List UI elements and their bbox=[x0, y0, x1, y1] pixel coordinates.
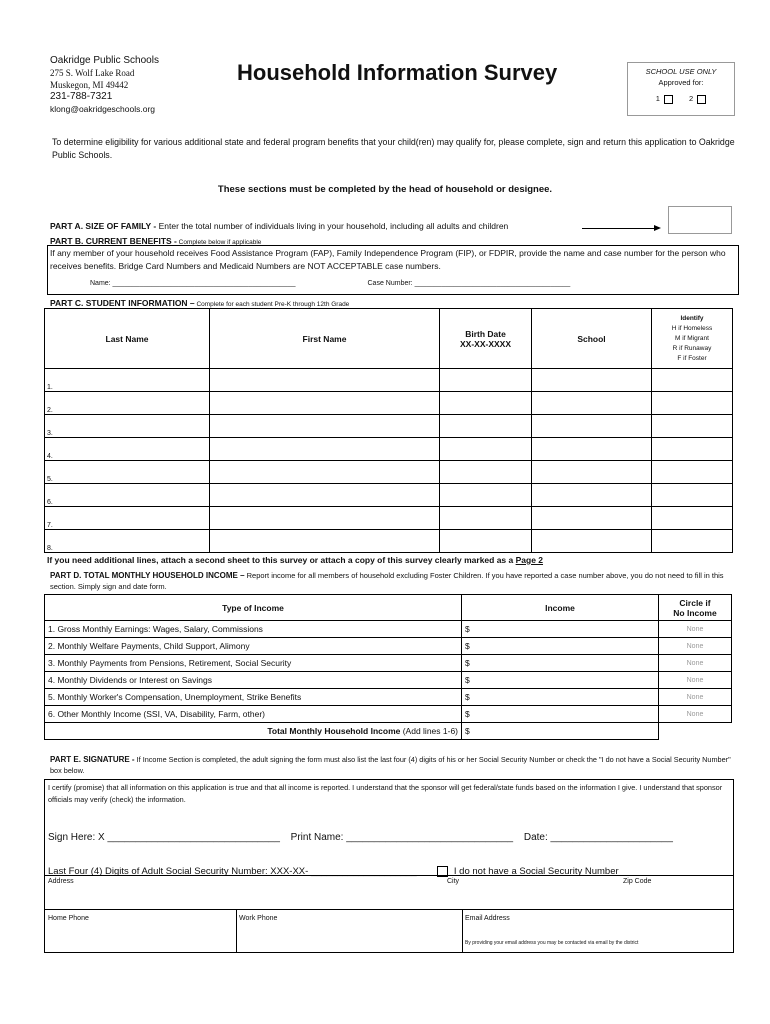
income-input[interactable]: $ bbox=[462, 638, 659, 655]
table-row[interactable]: 3. bbox=[45, 415, 733, 438]
no-ssn-label: I do not have a Social Security Number bbox=[453, 866, 619, 878]
certification-text: I certify (promise) that all information on this application is true and that all income is reported. I understand that the sponsor will get federal/state funds based on the information I give. I understand that sponsor officials may verify (check) the information. bbox=[48, 783, 723, 804]
part-a bbox=[50, 221, 508, 231]
total-income-row bbox=[45, 723, 732, 740]
part-d bbox=[50, 570, 740, 592]
income-input[interactable]: $ bbox=[462, 655, 659, 672]
date-field[interactable]: Date: ______________________ bbox=[523, 832, 673, 843]
part-b-label: PART B. CURRENT BENEFITS - bbox=[50, 236, 177, 246]
part-c-note: Complete for each student Pre-K through 12th Grade bbox=[194, 301, 350, 308]
table-row[interactable]: 1. bbox=[45, 369, 733, 392]
email-field[interactable]: Email Address bbox=[465, 915, 510, 922]
student-table bbox=[44, 308, 733, 553]
school-contact bbox=[50, 55, 159, 115]
ssn-field[interactable]: Last Four (4) Digits of Adult Social Security Number: XXX-XX- ____________________ bbox=[48, 866, 417, 878]
income-row: 2. Monthly Welfare Payments, Child Support, Alimony $ None bbox=[45, 638, 732, 655]
part-e bbox=[50, 754, 740, 776]
none-option[interactable]: None bbox=[659, 706, 732, 723]
work-phone-field[interactable]: Work Phone bbox=[239, 915, 278, 922]
part-c-label: PART C. STUDENT INFORMATION – bbox=[50, 298, 195, 308]
income-input[interactable]: $ bbox=[462, 672, 659, 689]
school-name: Oakridge Public Schools bbox=[50, 55, 159, 66]
school-use-box bbox=[627, 62, 735, 116]
city-label: City bbox=[447, 878, 460, 885]
col-birth-date: Birth Date XX-XX-XXXX bbox=[440, 309, 532, 369]
part-e-text: If Income Section is completed, the adult signing the form must also list the last four (4) digits of his or her Social Security Number or check the "I do not have a Social Security Number" box below. bbox=[50, 755, 731, 775]
student-table-header bbox=[45, 309, 733, 369]
income-row: 1. Gross Monthly Earnings: Wages, Salary, Commissions $ None bbox=[45, 621, 732, 638]
signature-box bbox=[44, 779, 734, 953]
income-table bbox=[44, 594, 732, 740]
school-email: klong@oakridgeschools.org bbox=[50, 104, 156, 114]
income-input[interactable]: $ bbox=[462, 706, 659, 723]
col-school: School bbox=[532, 309, 652, 369]
approved-checkbox-2[interactable] bbox=[697, 95, 706, 104]
approved-option-2: 2 bbox=[689, 94, 694, 103]
part-a-label: PART A. SIZE OF FAMILY - bbox=[50, 221, 157, 231]
approved-checkbox-1[interactable] bbox=[664, 95, 673, 104]
income-row: 6. Other Monthly Income (SSI, VA, Disability, Farm, other) $ None bbox=[45, 706, 732, 723]
col-last-name: Last Name bbox=[45, 309, 210, 369]
print-name-field[interactable]: Print Name: ______________________________ bbox=[290, 832, 514, 843]
approved-label: Approved for: bbox=[658, 78, 704, 87]
income-input[interactable]: $ bbox=[462, 621, 659, 638]
table-row[interactable]: 7. bbox=[45, 507, 733, 530]
col-type-of-income: Type of Income bbox=[45, 595, 462, 621]
email-note: By providing your email address you may be contacted via email by the district bbox=[465, 940, 639, 946]
sign-here-field[interactable]: Sign Here: X _______________________________ bbox=[48, 832, 280, 843]
income-row: 3. Monthly Payments from Pensions, Retirement, Social Security $ None bbox=[45, 655, 732, 672]
benefits-name-field[interactable]: Name: _______________________________________________ bbox=[90, 280, 296, 287]
address-label: Address bbox=[48, 878, 74, 885]
arrow-line bbox=[582, 228, 659, 229]
approved-option-1: 1 bbox=[655, 94, 660, 103]
benefits-text: If any member of your household receives Food Assistance Program (FAP), Family Independence Program (FIP), or FDPIR, provide the name and case number for the person who receives benefits. Bridge Card Numbers and Medicaid Numbers are NOT ACCEPTABLE case numbers. bbox=[50, 248, 726, 271]
income-input[interactable]: $ bbox=[462, 689, 659, 706]
head-of-household-note: These sections must be completed by the head of household or designee. bbox=[217, 184, 553, 195]
table-row[interactable]: 4. bbox=[45, 438, 733, 461]
none-option[interactable]: None bbox=[659, 638, 732, 655]
none-option[interactable]: None bbox=[659, 689, 732, 706]
col-no-income: Circle if No Income bbox=[659, 595, 732, 621]
income-table-header bbox=[45, 595, 732, 621]
benefits-case-field[interactable]: Case Number: ________________________________________ bbox=[367, 280, 571, 287]
part-c bbox=[50, 298, 349, 308]
table-row[interactable]: 8. bbox=[45, 530, 733, 553]
family-size-input[interactable] bbox=[668, 206, 732, 234]
intro-text: To determine eligibility for various additional state and federal program benefits that your child(ren) may qualify for, please complete, sign and return this application to Oakridge Public Schools. bbox=[52, 137, 735, 160]
col-identify: Identify H if Homeless M if Migrant R if Runaway F if Foster bbox=[652, 309, 733, 369]
address-row[interactable] bbox=[45, 875, 733, 906]
page-title: Household Information Survey bbox=[237, 60, 558, 85]
phone-row bbox=[45, 909, 733, 953]
benefits-box bbox=[47, 245, 739, 295]
table-row[interactable]: 6. bbox=[45, 484, 733, 507]
part-b-note: Complete below if applicable bbox=[176, 239, 262, 246]
table-row[interactable]: 5. bbox=[45, 461, 733, 484]
table-row[interactable]: 2. bbox=[45, 392, 733, 415]
total-income-input[interactable]: $ bbox=[462, 723, 659, 740]
arrow-icon bbox=[654, 225, 661, 231]
school-use-label: SCHOOL USE ONLY bbox=[645, 67, 717, 76]
additional-lines-note: If you need additional lines, attach a second sheet to this survey or attach a copy of this survey clearly marked as a Page 2 bbox=[47, 555, 544, 565]
part-e-label: PART E. SIGNATURE - bbox=[50, 755, 135, 764]
none-option[interactable]: None bbox=[659, 655, 732, 672]
zip-label: Zip Code bbox=[623, 878, 652, 885]
home-phone-field[interactable]: Home Phone bbox=[48, 915, 89, 922]
col-first-name: First Name bbox=[210, 309, 440, 369]
none-option[interactable]: None bbox=[659, 621, 732, 638]
total-income-label: Total Monthly Household Income (Add lines 1-6) bbox=[45, 723, 462, 740]
school-phone: 231-788-7321 bbox=[50, 91, 113, 102]
part-d-label: PART D. TOTAL MONTHLY HOUSEHOLD INCOME – bbox=[50, 571, 245, 580]
part-d-text: Report income for all members of household excluding Foster Children. If you have reported a case number above, you do not need to fill in this section. Simply sign and date form. bbox=[50, 571, 724, 591]
page-2-link: Page 2 bbox=[515, 555, 544, 565]
none-option[interactable]: None bbox=[659, 672, 732, 689]
col-income: Income bbox=[462, 595, 659, 621]
income-row: 5. Monthly Worker's Compensation, Unemployment, Strike Benefits $ None bbox=[45, 689, 732, 706]
school-address-2: Muskegon, MI 49442 bbox=[50, 80, 129, 90]
school-address-1: 275 S. Wolf Lake Road bbox=[50, 68, 135, 78]
income-row: 4. Monthly Dividends or Interest on Savings $ None bbox=[45, 672, 732, 689]
part-a-text: Enter the total number of individuals living in your household, including all adults and children bbox=[156, 221, 509, 231]
